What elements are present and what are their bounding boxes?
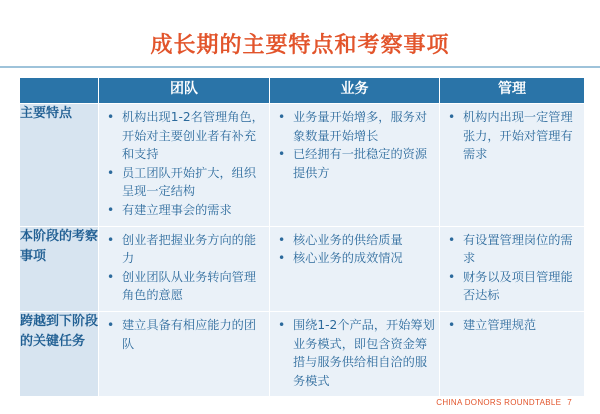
- list-item: • 建立具备有相应能力的团队: [105, 316, 265, 353]
- cell-management: [440, 104, 585, 227]
- column-header-business: 业务: [270, 78, 440, 104]
- list-item: • 建立管理规范: [446, 316, 580, 335]
- column-header-management: 管理: [440, 78, 585, 104]
- list-item: • 员工团队开始扩大，组织呈现一定结构: [105, 164, 265, 201]
- table-row: [20, 311, 585, 396]
- list-item: • 有建立理事会的需求: [105, 201, 265, 220]
- list-item: • 已经拥有一批稳定的资源提供方: [276, 145, 435, 182]
- table-row: [20, 104, 585, 227]
- cell-team: [99, 104, 270, 227]
- cell-management: [440, 311, 585, 396]
- list-item: • 机构内出现一定管理张力，开始对管理有需求: [446, 108, 580, 164]
- list-item: • 财务以及项目管理能否达标: [446, 268, 580, 305]
- cell-business: [270, 104, 440, 227]
- cell-management: [440, 226, 585, 311]
- list-item: • 创业团队从业务转向管理角色的意愿: [105, 268, 265, 305]
- footer-org: CHINA DONORS ROUNDTABLE: [436, 398, 562, 407]
- list-item: • 创业者把握业务方向的能力: [105, 231, 265, 268]
- list-item: • 业务量开始增多，服务对象数量开始增长: [276, 108, 435, 145]
- footer: [436, 398, 572, 407]
- row-label-assessment-items: 本阶段的考察事项: [20, 226, 99, 311]
- column-header-team: 团队: [99, 78, 270, 104]
- cell-business: [270, 311, 440, 396]
- page-title: 成长期的主要特点和考察事项: [150, 33, 450, 58]
- page-number: 7: [567, 398, 572, 407]
- cell-team: [99, 226, 270, 311]
- list-item: • 核心业务的成效情况: [276, 249, 435, 268]
- row-label-key-tasks: 跨越到下阶段的关键任务: [20, 311, 99, 396]
- list-item: • 有设置管理岗位的需求: [446, 231, 580, 268]
- row-label-main-features: 主要特点: [20, 104, 99, 227]
- table-row: [20, 226, 585, 311]
- title-divider: [0, 66, 600, 68]
- list-item: • 围绕1-2个产品，开始筹划业务模式，即包含资金筹措与服务供给相自洽的服务模式: [276, 316, 435, 390]
- header-row: [20, 78, 585, 104]
- list-item: • 机构出现1-2名管理角色，开始对主要创业者有补充和支持: [105, 108, 265, 164]
- header-corner: [20, 78, 99, 104]
- list-item: • 核心业务的供给质量: [276, 231, 435, 250]
- cell-team: [99, 311, 270, 396]
- cell-business: [270, 226, 440, 311]
- assessment-table: [19, 77, 585, 397]
